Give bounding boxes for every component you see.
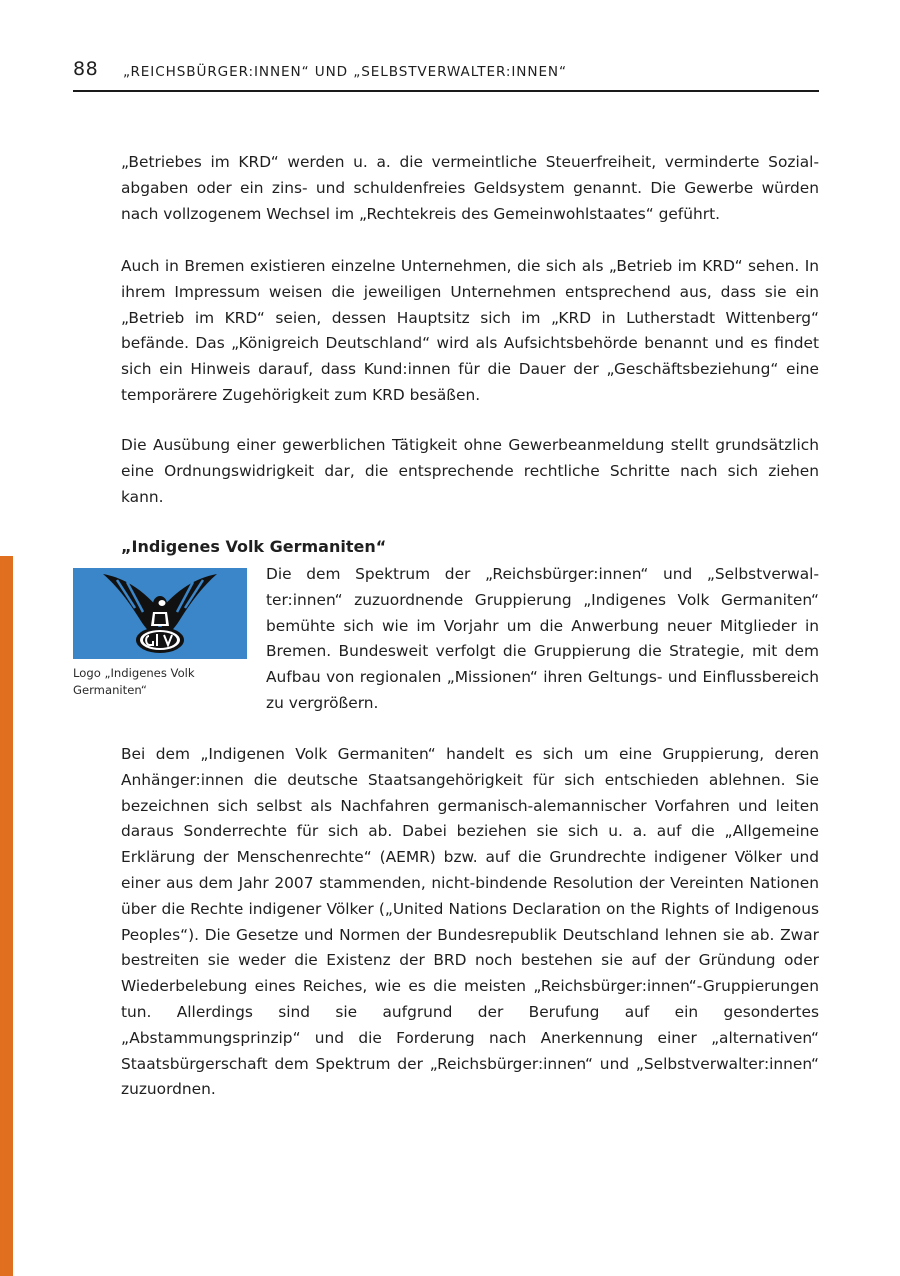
paragraph-krd-business: „Betriebes im KRD“ werden u. a. die vermeintliche Steuerfreiheit, verminderte Sozialabgaben oder ein zins- und schuldenfreies Geldsystem genannt. Die Gewerbe würden nach vollzogenem Wechsel im „Rechtekreis des Gemeinwohlstaates“ geführt.: [121, 153, 819, 223]
paragraph-bremen-companies: Auch in Bremen existieren einzelne Unternehmen, die sich als „Betrieb im KRD“ sehen. In ihrem Impressum weisen die jeweiligen Unternehmen entsprechend aus, dass sie ein „Betrieb im KRD“ seien, dessen Hauptsitz sich im „KRD in Lutherstadt Wittenberg“ befände. Das „Königreich Deutschland“ wird als Aufsichtsbehörde benannt und es findet sich ein Hinweis darauf, dass Kund:innen für die Dauer der „Geschäftsbeziehung“ eine temporärere Zugehörigkeit zum KRD besäßen.: [121, 257, 819, 404]
paragraph-germaniten-details: Bei dem „Indigenen Volk Germaniten“ handelt es sich um eine Gruppierung, deren Anhänger:innen die deutsche Staatsangehörigkeit für sich entschieden ablehnen. Sie bezeichnen sich selbst als Nachfahren germanisch-alemannischer Vorfahren und leiten daraus Sonderrechte für sich ab. Dabei beziehen sie sich u. a. auf die „Allgemeine Erklärung der Menschenrechte“ (AEMR) bzw. auf die Grundrechte indigener Völker und einer aus dem Jahr 2007 stammenden, nicht-bindende Resolution der Vereinten Nationen über die Rechte indigener Völker („United Nations Declaration on the Rights of Indigenous Peoples“). Die Gesetze und Normen der Bundesrepublik Deutschland lehnen sie ab. Zwar bestreiten sie weder die Existenz der BRD noch bestehen sie auf der Gründung oder Wiederbelebung eines Reiches, wie es die meisten „Reichsbürger:innen“-Gruppierungen tun. Allerdings sind sie aufgrund der Berufung auf ein gesondertes „Abstammungsprinzip“ und die Forderung nach Anerkennung einer „alternativen“ Staatsbürgerschaft dem Spektrum der „Reichsbürger:innen“ und „Selbstverwalter:innen“ zuzuordnen.: [121, 745, 819, 1099]
germaniten-logo: [73, 568, 247, 659]
margin-accent-bar: [0, 556, 13, 1276]
page-number: 88: [73, 58, 99, 80]
page-header: [73, 58, 819, 92]
logo-caption: Logo „Indigenes Volk Germaniten“: [73, 666, 195, 697]
paragraph-germaniten-intro: Die dem Spektrum der „Reichsbürger:innen“ und „Selbstverwalter:innen“ zuzuordnende Gruppierung „Indigenes Volk Germaniten“ bemühte sich wie im Vorjahr um die Anwerbung neuer Mitglieder in Bremen. Bundesweit verfolgt die Gruppierung die Strategie, mit dem Aufbau von regionalen „Missionen“ ihren Geltungs- und Einflussbereich zu vergrößern.: [266, 565, 819, 712]
running-title: „REICHSBÜRGER:INNEN“ UND „SELBSTVERWALTER:INNEN“: [123, 64, 567, 80]
eagle-emblem-icon: [73, 568, 247, 659]
paragraph-trade-registration: Die Ausübung einer gewerblichen Tätigkeit ohne Gewerbeanmeldung stellt grundsätzlich eine Ordnungswidrigkeit dar, die entsprechende rechtliche Schritte nach sich ziehen kann.: [121, 436, 819, 506]
section-heading: „Indigenes Volk Germaniten“: [121, 537, 387, 556]
